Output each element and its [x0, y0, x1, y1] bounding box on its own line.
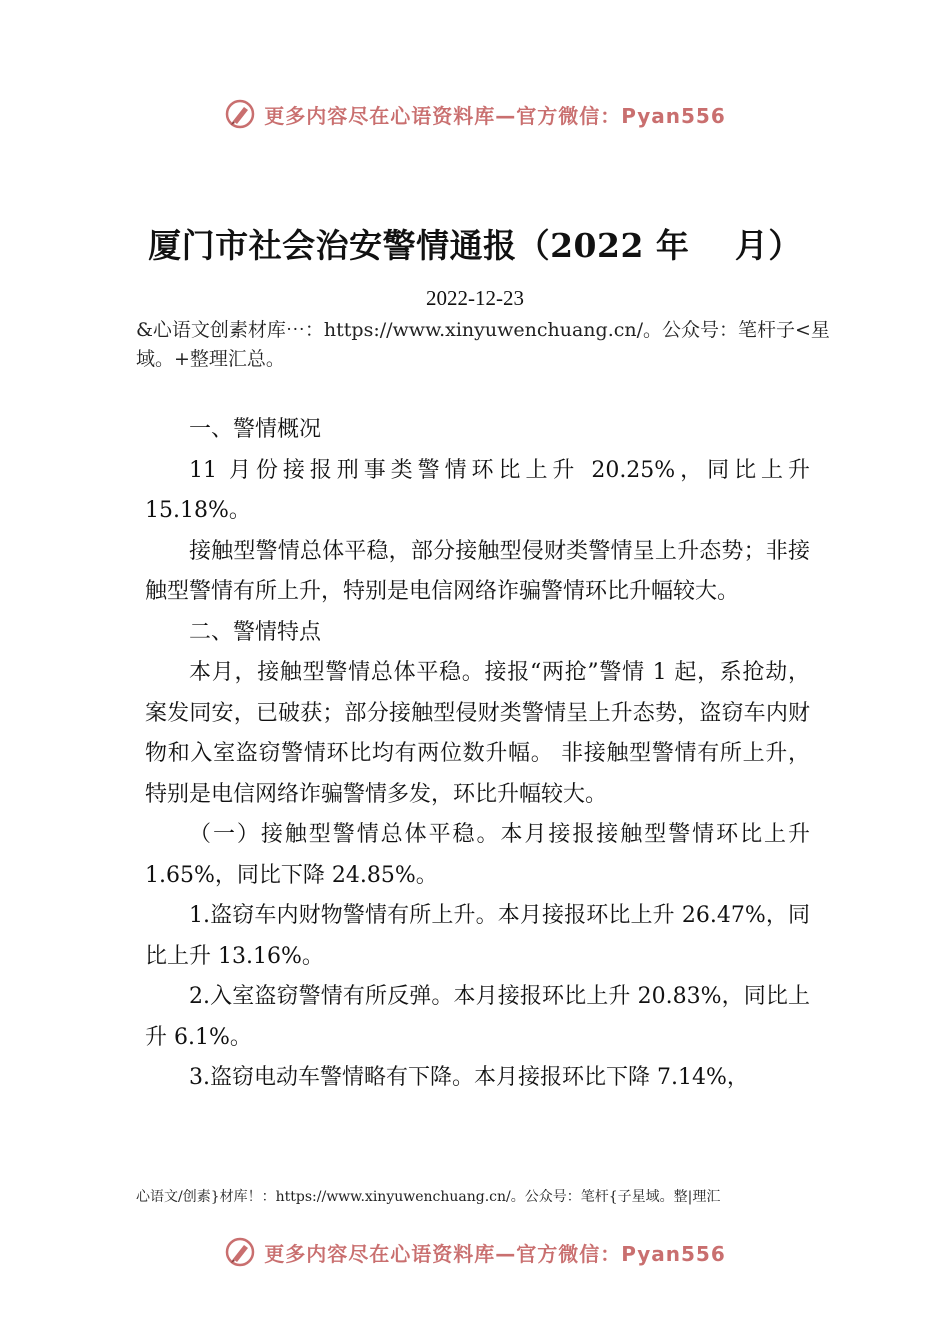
paragraph: 11 月份接报刑事类警情环比上升 20.25%，同比上升 15.18%。: [145, 457, 810, 523]
document-title: 厦门市社会治安警情通报（2022 年 月）: [148, 226, 802, 265]
pen-nib-logo-icon: [224, 1236, 256, 1268]
banner-text: 更多内容尽在心语资料库—官方微信：Pyan556: [264, 103, 726, 128]
section-heading-overview: 一、警情概况: [189, 417, 322, 442]
watermark-text-top: &心语文创素材库⋯：https://www.xinyuwenchuang.cn/。公众号：笔杆子<星域。+整理汇总。: [136, 319, 830, 370]
header-banner: [0, 94, 950, 134]
document-date: 2022-12-23: [426, 286, 524, 310]
pen-nib-logo-icon: [224, 98, 256, 130]
section-heading-features: 二、警情特点: [189, 619, 322, 645]
paragraph: 1.盗窃车内财物警情有所上升。本月接报环比上升 26.47%，同比上升 13.16%。: [145, 903, 810, 969]
paragraph: 3.盗窃电动车警情略有下降。本月接报环比下降 7.14%，: [189, 1065, 749, 1090]
paragraph: 2.入室盗窃警情有所反弹。本月接报环比上升 20.83%，同比上升 6.1%。: [145, 984, 810, 1050]
watermark-text-bottom: 心语文/创素}材库！：https://www.xinyuwenchuang.cn/。公众号：笔杆{子星域。整|理汇: [136, 1189, 721, 1205]
paragraph: 接触型警情总体平稳，部分接触型侵财类警情呈上升态势；非接触型警情有所上升，特别是电信网络诈骗警情环比升幅较大。: [145, 538, 810, 604]
footer-banner: [0, 1232, 950, 1272]
document-body: [145, 410, 810, 1099]
banner-text: 更多内容尽在心语资料库—官方微信：Pyan556: [264, 1241, 726, 1266]
paragraph: （一）接触型警情总体平稳。本月接报接触型警情环比上升 1.65%，同比下降 24.85%。: [145, 822, 810, 888]
paragraph: 本月，接触型警情总体平稳。接报“两抢”警情 1 起，系抢劫，案发同安，已破获；部分接触型侵财类警情呈上升态势，盗窃车内财物和入室盗窃警情环比均有两位数升幅。 非接触型警情有所上升，特别是电信网络诈骗警情多发，环比升幅较大。: [145, 660, 810, 807]
